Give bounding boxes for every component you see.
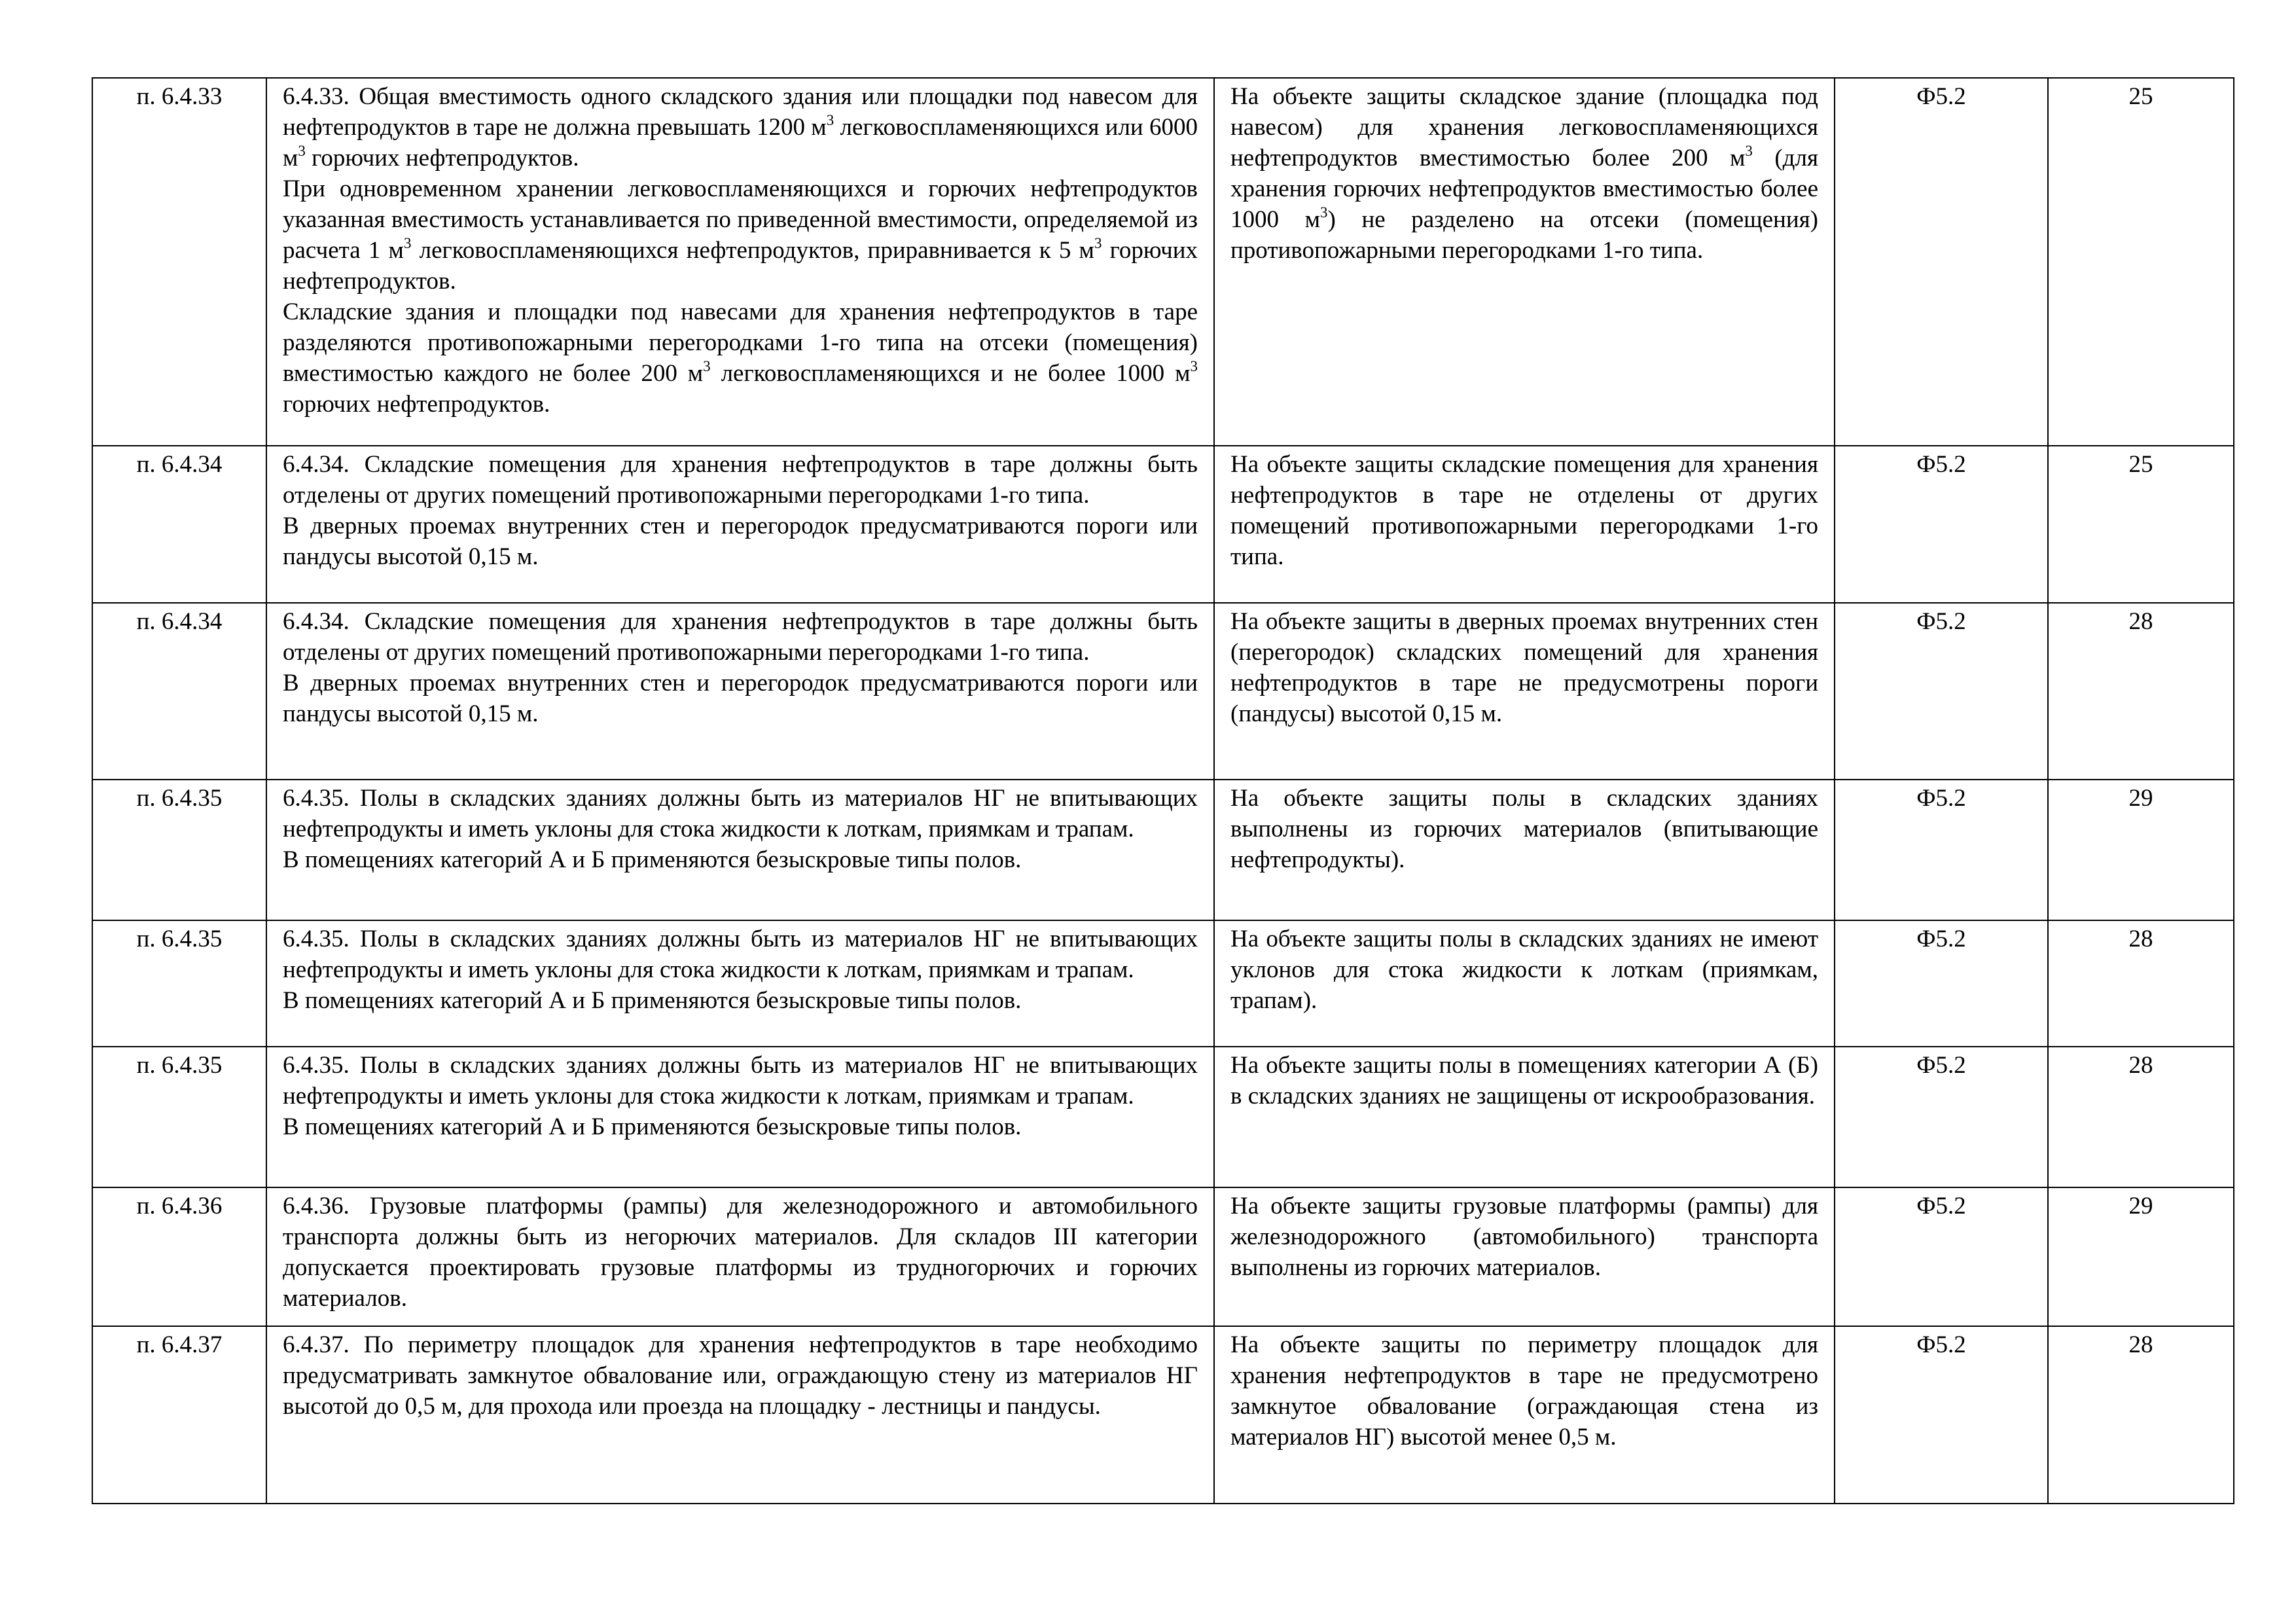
functional-class-cell: Ф5.2 bbox=[1835, 78, 2048, 446]
table-row bbox=[92, 603, 2234, 780]
clause-reference-cell: п. 6.4.37 bbox=[92, 1326, 266, 1504]
score-cell: 25 bbox=[2048, 446, 2234, 603]
score-cell: 28 bbox=[2048, 1047, 2234, 1187]
violation-text-cell: На объекте защиты складское здание (площадка под навесом) для хранения легковоспламеняющихся нефтепродуктов вместимостью более 200 $м^3$ (для хранения горючих нефтепродуктов вместимостью более 1000 $м^3$) не разделено на отсеки (помещения) противопожарными перегородками 1-го типа. bbox=[1214, 78, 1835, 446]
functional-class-cell: Ф5.2 bbox=[1835, 603, 2048, 780]
score-cell: 29 bbox=[2048, 780, 2234, 920]
clause-reference-cell: п. 6.4.35 bbox=[92, 920, 266, 1047]
table-row bbox=[92, 1047, 2234, 1187]
requirements-table bbox=[92, 77, 2234, 1504]
violation-text-cell: На объекте защиты полы в помещениях категории А (Б) в складских зданиях не защищены от искрообразования. bbox=[1214, 1047, 1835, 1187]
requirement-text-cell: 6.4.34. Складские помещения для хранения нефтепродуктов в таре должны быть отделены от других помещений противопожарными перегородками 1-го типа. В дверных проемах внутренних стен и перегородок предусматриваются пороги или пандусы высотой 0,15 м. bbox=[266, 446, 1214, 603]
functional-class-cell: Ф5.2 bbox=[1835, 446, 2048, 603]
violation-text-cell: На объекте защиты складские помещения для хранения нефтепродуктов в таре не отделены от других помещений противопожарными перегородками 1-го типа. bbox=[1214, 446, 1835, 603]
functional-class-cell: Ф5.2 bbox=[1835, 1047, 2048, 1187]
table-row bbox=[92, 446, 2234, 603]
requirement-text-cell: 6.4.35. Полы в складских зданиях должны быть из материалов НГ не впитывающих нефтепродукты и иметь уклоны для стока жидкости к лоткам, приямкам и трапам. В помещениях категорий А и Б применяются безыскровые типы полов. bbox=[266, 1047, 1214, 1187]
requirement-text-cell: 6.4.37. По периметру площадок для хранения нефтепродуктов в таре необходимо предусматривать замкнутое обвалование или, ограждающую стену из материалов НГ высотой до 0,5 м, для прохода или проезда на площадку - лестницы и пандусы. bbox=[266, 1326, 1214, 1504]
functional-class-cell: Ф5.2 bbox=[1835, 1187, 2048, 1326]
score-cell: 28 bbox=[2048, 920, 2234, 1047]
table-row bbox=[92, 920, 2234, 1047]
table-row bbox=[92, 1187, 2234, 1326]
violation-text-cell: На объекте защиты полы в складских зданиях выполнены из горючих материалов (впитывающие нефтепродукты). bbox=[1214, 780, 1835, 920]
score-cell: 28 bbox=[2048, 1326, 2234, 1504]
score-cell: 29 bbox=[2048, 1187, 2234, 1326]
clause-reference-cell: п. 6.4.35 bbox=[92, 780, 266, 920]
score-cell: 28 bbox=[2048, 603, 2234, 780]
table-row bbox=[92, 1326, 2234, 1504]
clause-reference-cell: п. 6.4.34 bbox=[92, 446, 266, 603]
table-row bbox=[92, 78, 2234, 446]
requirement-text-cell: 6.4.35. Полы в складских зданиях должны быть из материалов НГ не впитывающих нефтепродукты и иметь уклоны для стока жидкости к лоткам, приямкам и трапам. В помещениях категорий А и Б применяются безыскровые типы полов. bbox=[266, 920, 1214, 1047]
violation-text-cell: На объекте защиты в дверных проемах внутренних стен (перегородок) складских помещений для хранения нефтепродуктов в таре не предусмотрены пороги (пандусы) высотой 0,15 м. bbox=[1214, 603, 1835, 780]
functional-class-cell: Ф5.2 bbox=[1835, 780, 2048, 920]
violation-text-cell: На объекте защиты грузовые платформы (рампы) для железнодорожного (автомобильного) транспорта выполнены из горючих материалов. bbox=[1214, 1187, 1835, 1326]
violation-text-cell: На объекте защиты по периметру площадок для хранения нефтепродуктов в таре не предусмотрено замкнутое обвалование (ограждающая стена из материалов НГ) высотой менее 0,5 м. bbox=[1214, 1326, 1835, 1504]
clause-reference-cell: п. 6.4.35 bbox=[92, 1047, 266, 1187]
requirement-text-cell: 6.4.34. Складские помещения для хранения нефтепродуктов в таре должны быть отделены от других помещений противопожарными перегородками 1-го типа. В дверных проемах внутренних стен и перегородок предусматриваются пороги или пандусы высотой 0,15 м. bbox=[266, 603, 1214, 780]
requirement-text-cell: 6.4.36. Грузовые платформы (рампы) для железнодорожного и автомобильного транспорта должны быть из негорючих материалов. Для складов III категории допускается проектировать грузовые платформы из трудногорючих и горючих материалов. bbox=[266, 1187, 1214, 1326]
clause-reference-cell: п. 6.4.34 bbox=[92, 603, 266, 780]
requirement-text-cell: 6.4.33. Общая вместимость одного складского здания или площадки под навесом для нефтепродуктов в таре не должна превышать 1200 $м^3$ легковоспламеняющихся или 6000 $м^3$ горючих нефтепродуктов. При одновременном хранении легковоспламеняющихся и горючих нефтепродуктов указанная вместимость устанавливается по приведенной вместимости, определяемой из расчета 1 $м^3$ легковоспламеняющихся нефтепродуктов, приравнивается к 5 $м^3$ горючих нефтепродуктов. Складские здания и площадки под навесами для хранения нефтепродуктов в таре разделяются противопожарными перегородками 1-го типа на отсеки (помещения) вместимостью каждого не более 200 $м^3$ легковоспламеняющихся и не более 1000 $м^3$ горючих нефтепродуктов. bbox=[266, 78, 1214, 446]
requirements-table-body bbox=[92, 78, 2234, 1504]
functional-class-cell: Ф5.2 bbox=[1835, 920, 2048, 1047]
clause-reference-cell: п. 6.4.33 bbox=[92, 78, 266, 446]
clause-reference-cell: п. 6.4.36 bbox=[92, 1187, 266, 1326]
requirement-text-cell: 6.4.35. Полы в складских зданиях должны быть из материалов НГ не впитывающих нефтепродукты и иметь уклоны для стока жидкости к лоткам, приямкам и трапам. В помещениях категорий А и Б применяются безыскровые типы полов. bbox=[266, 780, 1214, 920]
score-cell: 25 bbox=[2048, 78, 2234, 446]
table-row bbox=[92, 780, 2234, 920]
functional-class-cell: Ф5.2 bbox=[1835, 1326, 2048, 1504]
violation-text-cell: На объекте защиты полы в складских зданиях не имеют уклонов для стока жидкости к лоткам (приямкам, трапам). bbox=[1214, 920, 1835, 1047]
